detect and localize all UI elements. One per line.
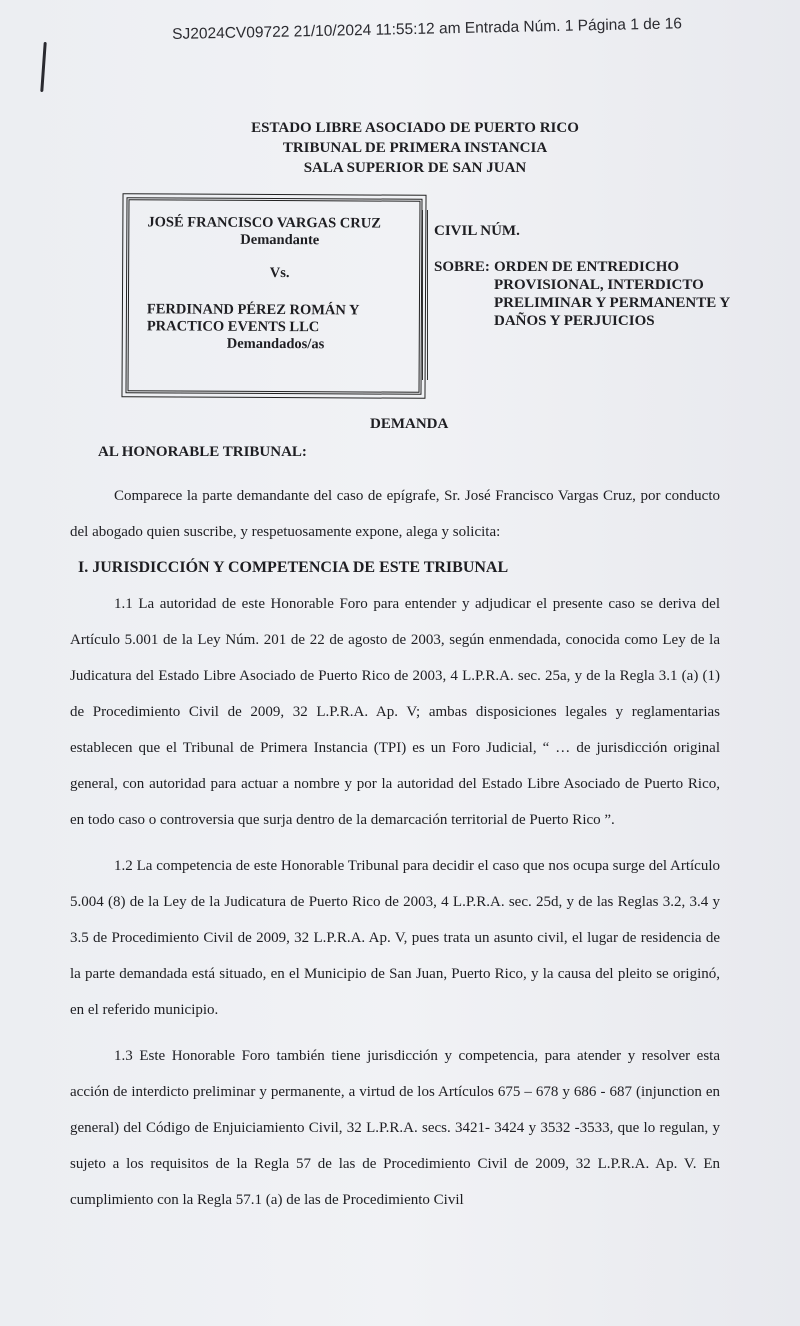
plaintiff-name: JOSÉ FRANCISCO VARGAS CRUZ [147, 214, 381, 232]
filing-stamp: SJ2024CV09722 21/10/2024 11:55:12 am Entrada Núm. 1 Página 1 de 16 [172, 15, 683, 43]
intro-paragraph: Comparece la parte demandante del caso de epígrafe, Sr. José Francisco Vargas Cruz, por conducto del abogado quien suscribe, y respetuosamente expone, alega y solicita: [70, 488, 720, 540]
defendant-label: Demandados/as [226, 335, 325, 353]
case-caption-box [125, 197, 422, 395]
paragraph-1-2: 1.2 La competencia de este Honorable Tribunal para decidir el caso que nos ocupa surge del Artículo 5.004 (8) de la Ley de la Judicatura de Puerto Rico de 2003, 4 L.P.R.A. sec. 25d, y de las Reglas 3.2, 3.4 y 3.5 de Procedimiento Civil de 2009, 32 L.P.R.A. Ap. V, pues trata un asunto civil, el lugar de residencia de la parte demandada está situado, en el Municipio de San Juan, Puerto Rico, y la causa del pleito se originó, en el referido municipio. [70, 858, 720, 1018]
paragraph-1-3: 1.3 Este Honorable Foro también tiene jurisdicción y competencia, para atender y resolver esta acción de interdicto preliminar y permanente, a virtud de los Artículos 675 – 678 y 686 - 687 (injunction en general) del Código de Enjuiciamiento Civil, 32 L.P.R.A. secs. 3421- 3424 y 3532 -3533, que lo regulan, y sujeto a los requisitos de la Regla 57 de las de Procedimiento Civil de 2009, 32 L.P.R.A. Ap. V. En cumplimiento con la Regla 57.1 (a) de las de Procedimiento Civil [70, 1048, 720, 1208]
court-heading [200, 118, 630, 178]
plaintiff-label: Demandante [240, 231, 320, 249]
defendant-name-2: PRACTICO EVENTS LLC [146, 318, 320, 336]
versus-label: Vs. [269, 264, 290, 282]
document-title: DEMANDA [370, 416, 449, 432]
civil-number-label: CIVIL NÚM. [434, 223, 520, 239]
sobre-text: ORDEN DE ENTREDICHO PROVISIONAL, INTERDICTO PRELIMINAR Y PERMANENTE Y DAÑOS Y PERJUICIOS [494, 259, 730, 329]
sobre-label: SOBRE: [434, 259, 490, 275]
pen-mark [40, 42, 46, 92]
court-line-2: TRIBUNAL DE PRIMERA INSTANCIA [282, 140, 548, 156]
court-line-1: ESTADO LIBRE ASOCIADO DE PUERTO RICO [251, 120, 579, 136]
addressee: AL HONORABLE TRIBUNAL: [98, 444, 307, 460]
section-heading-1: I. JURISDICCIÓN Y COMPETENCIA DE ESTE TRIBUNAL [78, 559, 509, 576]
paragraph-1-1: 1.1 La autoridad de este Honorable Foro para entender y adjudicar el presente caso se deriva del Artículo 5.001 de la Ley Núm. 201 de 22 de agosto de 2003, según enmendada, conocida como Ley de la Judicatura del Estado Libre Asociado de Puerto Rico de 2003, 4 L.P.R.A. sec. 25a, y de la Regla 3.1 (a) (1) de Procedimiento Civil de 2009, 32 L.P.R.A. Ap. V; ambas disposiciones legales y reglamentarias establecen que el Tribunal de Primera Instancia (TPI) es un Foro Judicial, “ … de jurisdicción original general, con autoridad para actuar a nombre y por la autoridad del Estado Libre Asociado de Puerto Rico, en todo caso o controversia que surja dentro de la demarcación territorial de Puerto Rico ”. [70, 596, 720, 828]
case-info [434, 222, 754, 330]
document-body [70, 478, 720, 1218]
defendant-name-1: FERDINAND PÉREZ ROMÁN Y [146, 301, 360, 319]
caption-divider [422, 210, 428, 380]
court-line-3: SALA SUPERIOR DE SAN JUAN [303, 160, 527, 176]
